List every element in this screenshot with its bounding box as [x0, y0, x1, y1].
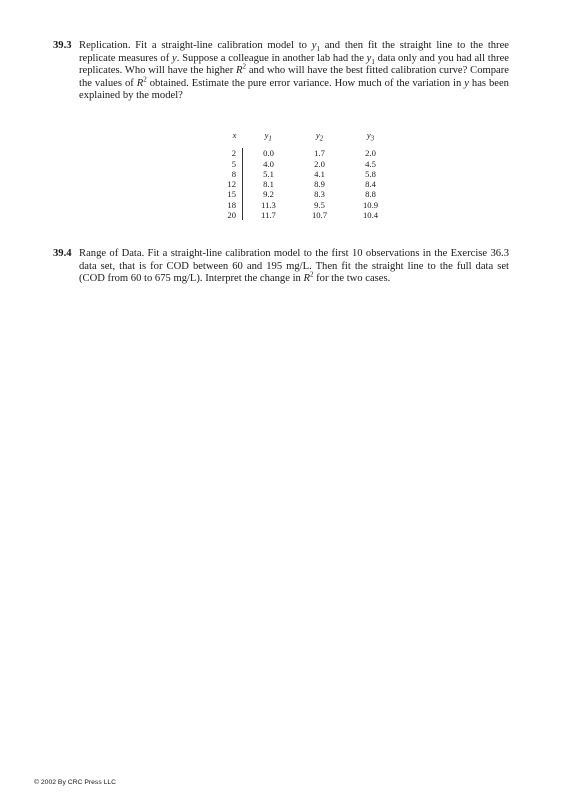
text-run: . Suppose a colleague in another lab had the	[176, 52, 367, 64]
cell-y2: 2.0	[314, 158, 325, 169]
cell-y2: 9.5	[314, 199, 325, 210]
table-row	[210, 189, 396, 199]
text-run: has been explained by the model?	[79, 77, 509, 102]
header-subscript: 2	[319, 134, 324, 143]
cell-x: 20	[210, 210, 243, 220]
subscript: 1	[371, 57, 375, 66]
cell-y1: 11.7	[261, 210, 276, 221]
cell-x: 2	[210, 148, 243, 158]
superscript: 2	[242, 62, 247, 71]
cell-y1: 9.2	[263, 189, 274, 200]
header-variable: y	[315, 130, 320, 140]
table-row	[210, 148, 396, 158]
cell-y2: 1.7	[314, 148, 325, 159]
cell-x: 18	[210, 200, 243, 210]
column-header-y3	[345, 130, 396, 148]
exercise-number: 39.4	[53, 248, 72, 259]
text-run: Fit a straight-line calibration model to	[130, 40, 312, 51]
exercise-39-4	[53, 248, 509, 286]
table-row	[210, 179, 396, 189]
variable: y	[464, 77, 469, 89]
table-body	[210, 148, 396, 220]
replicate-data-table	[210, 130, 396, 220]
header-variable: y	[366, 130, 371, 140]
header-subscript: 3	[370, 134, 375, 143]
cell-y3: 8.4	[365, 179, 376, 190]
text-run: and who will have the best fitted calibration curve? Compare the values of	[79, 65, 509, 89]
exercise-title: Replication.	[79, 40, 131, 51]
subscript: 1	[316, 45, 320, 54]
cell-y3: 2.0	[365, 148, 376, 159]
column-header-y1	[243, 130, 295, 148]
cell-y1: 4.0	[263, 158, 274, 169]
exercise-39-3	[53, 40, 509, 103]
cell-y3: 10.9	[362, 199, 379, 210]
table-row	[210, 159, 396, 169]
header-subscript: 1	[268, 134, 272, 143]
variable: R	[236, 65, 243, 77]
cell-y2: 4.1	[314, 168, 325, 179]
cell-y3: 10.4	[362, 210, 379, 221]
column-header-y2	[294, 130, 345, 148]
superscript: 2	[309, 270, 314, 279]
cell-y2: 8.9	[314, 179, 325, 190]
table-row	[210, 200, 396, 210]
cell-y3: 8.8	[365, 189, 376, 200]
cell-x: 8	[210, 169, 243, 179]
text-run: Fit a straight-line calibration model to the first 10 observations in the Exercise 36.3 data set, that is for COD between 60 and 195 mg/L. Then fit the straight line to the full data set (COD from 60 to 675 mg/L). Interpret the change in	[79, 248, 509, 285]
variable: y	[172, 52, 177, 64]
exercise-number: 39.3	[53, 40, 72, 51]
cell-x: 12	[210, 179, 243, 189]
variable: R	[136, 77, 144, 89]
variable: R	[303, 273, 310, 285]
cell-x: 15	[210, 189, 243, 199]
table-row	[210, 169, 396, 179]
cell-y3: 4.5	[365, 158, 376, 169]
text-run: for the two cases.	[313, 273, 391, 285]
cell-y1: 8.1	[263, 179, 274, 190]
variable: y	[366, 52, 372, 64]
variable: y	[311, 40, 317, 51]
cell-y1: 0.0	[263, 148, 274, 159]
superscript: 2	[143, 75, 147, 84]
text-run: and then fit the straight line to the three replicate measures of	[79, 40, 509, 64]
exercise-text	[79, 248, 509, 286]
cell-y3: 5.8	[365, 168, 376, 179]
exercise-title: Range of Data.	[79, 248, 145, 259]
table-row	[210, 210, 396, 220]
cell-x: 5	[210, 159, 243, 169]
copyright-footer: © 2002 By CRC Press LLC	[34, 779, 117, 786]
column-header-x: x	[232, 130, 237, 140]
table-header-row	[210, 130, 396, 148]
text-run: data only and you had all three replicates. Who will have the higher	[79, 52, 509, 77]
cell-y2: 10.7	[311, 210, 328, 221]
text-run: obtained. Estimate the pure error variance. How much of the variation in	[146, 77, 465, 89]
header-variable: y	[264, 130, 269, 140]
cell-y1: 5.1	[263, 168, 274, 179]
cell-y2: 8.3	[314, 189, 325, 200]
cell-y1: 11.3	[261, 199, 276, 210]
exercise-text	[79, 40, 509, 103]
